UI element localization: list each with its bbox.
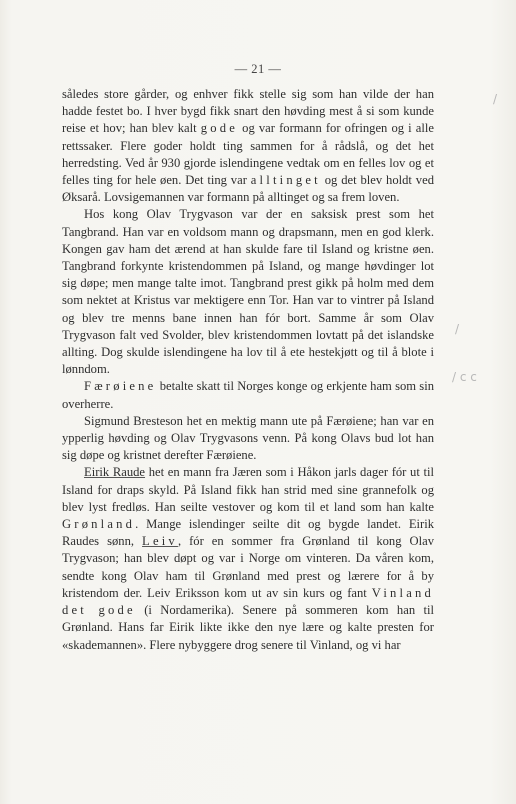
paragraph [62,464,434,653]
text-run: og det blev holdt ved Øksarå. Lovsigemannen var formann på alltinget og sa frem loven. [62,173,434,205]
text-run: (i Nordamerika). Senere på sommeren kom han til Grønland. Hans far Eirik likte ikke den nye lære og kalte presten for «skademannen». Flere nybyggere drog senere til Vinland, og vi har [62,603,434,652]
emphasized-text: Vinland det gode [62,585,434,618]
text-run: . Mange islendinger seilte dit og bygde landet. Eirik Raudes sønn, [62,517,434,549]
margin-pencil-mark: / [455,322,460,336]
margin-pencil-mark: / [493,92,498,106]
paragraph [62,378,434,412]
text-run: således store gårder, og enhver fikk stelle sig som han vilde der han hadde festet bo. I hver bygd fikk snart den høvding mest å si som kunde reise et hov; han blev kalt [62,87,434,136]
text-run: og var formann for ofringen og i alle rettssaker. Flere goder holdt ting sammen for å rådslå, og det het herredsting. Ved år 930 gjorde islendingene vedtak om en felles lov og et felles ting for hele øen. Det ting var [62,121,434,188]
emphasized-text: Færøiene [84,379,157,394]
emphasized-text: Leiv [142,534,178,549]
emphasized-text: Eirik Raude [84,465,146,480]
emphasized-text: alltinget [250,173,321,188]
margin-pencil-mark: / c c [452,370,477,384]
text-run: , fór en sommer fra Grønland til kong Olav Trygvason; han blev døpt og var i Norge om vinteren. Da våren kom, sendte kong Olav ham til Grønland med prest og lærere for å by kristendom der. Leiv Eriksson kom ut av sin kurs og fant [62,534,435,600]
emphasized-text: Grønland [62,517,136,532]
paragraph [62,413,434,465]
text-run: betalte skatt til Norges konge og erkjente ham som sin overherre. [62,379,434,411]
page-body-text [62,86,434,654]
page-number: — 21 — [234,62,282,76]
paragraph [62,206,434,378]
text-run: het en mann fra Jæren som i Håkon jarls dager fór ut til Island for draps skyld. På Island fikk han strid med sine grannefolk og blev lyst fredløs. Han seilte vestover og kom til et land som han kalte [62,465,434,514]
text-run: Sigmund Bresteson het en mektig mann ute på Færøiene; han var en ypperlig høvding og Olav Trygvasons venn. På kong Olavs bud lot han sig døpe og kristnet derefter Færøiene. [62,413,434,463]
emphasized-text: gode [200,121,239,136]
paragraph [62,86,434,206]
text-run: Hos kong Olav Trygvason var der en saksisk prest som het Tangbrand. Han var en voldsom mann og drapsmann, men en god klerk. Kongen gav ham det ærend at han skulde fare til Island og kristne øen. Tangbrand forkynte kristendommen på Island, og mange høvdinger lot sig døpe; men mange talte imot. Tangbrand prest gikk på holm med dem som nektet at Kristus var mektigere enn Tor. Han var to vintrer på Island og blev tre menns bane innen han fór bort. Samme år som Olav Trygvason falt ved Svolder, blev kristendommen lovtatt på det islandske allting. Dog skulde islendingene ha lov til å ete hestekjøtt og til å blote i lønndom. [62,207,434,377]
